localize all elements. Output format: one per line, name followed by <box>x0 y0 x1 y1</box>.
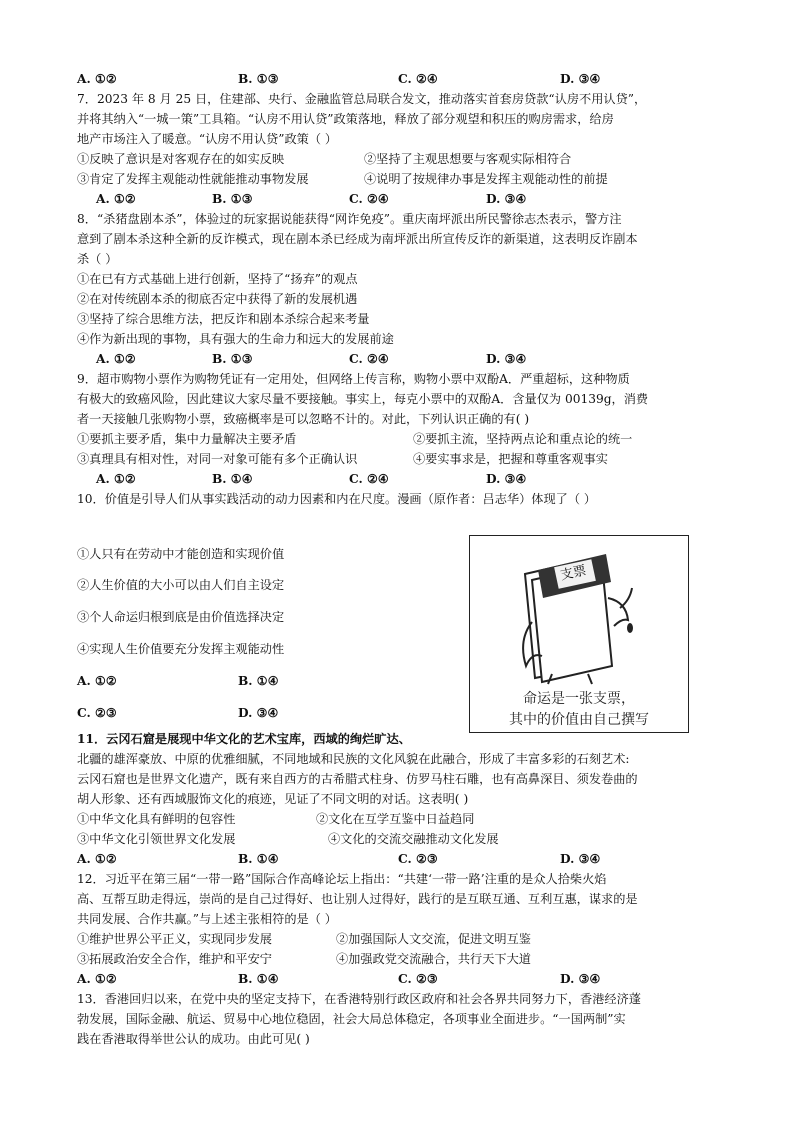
q12-stem-line: 高、互帮互助走得远，崇尚的是自己过得好、也让别人过得好，践行的是互联互通、互利互惠，谋求的是 <box>77 892 638 906</box>
q8-option-b[interactable]: B. ①③ <box>212 352 253 366</box>
q11-stem-line: 云冈石窟也是世界文化遗产，既有来自西方的古希腊式柱身、仿罗马柱石雕，也有高鼻深目、须发卷曲的 <box>77 772 638 786</box>
q9-statement-3: ③真理具有相对性，对同一对象可能有多个正确认识 <box>77 452 358 466</box>
q9-option-a[interactable]: A. ①② <box>96 472 136 486</box>
cheque-figure-illustration <box>470 536 687 686</box>
q13-stem-line: 勃发展，国际金融、航运、贸易中心地位稳固，社会大局总体稳定，各项事业全面进步。“一国两制”实 <box>77 1012 626 1026</box>
q11-stem-line: 11．云冈石窟是展现中华文化的艺术宝库，西域的绚烂旷达、 <box>77 732 411 746</box>
q7-option-a[interactable]: A. ①② <box>96 192 136 206</box>
q8-option-d[interactable]: D. ③④ <box>486 352 527 366</box>
q7-option-d[interactable]: D. ③④ <box>486 192 527 206</box>
cartoon-caption-line-1: 命运是一张支票， <box>523 691 635 707</box>
q10-option-a[interactable]: A. ①② <box>77 674 117 688</box>
q11-option-d[interactable]: D. ③④ <box>560 852 601 866</box>
q7-stem-line: 7．2023 年 8 月 25 日，住建部、央行、金融监管总局联合发文，推动落实首套房贷款“认房不用认贷”， <box>77 92 647 106</box>
cheque-sign-label: 支票 <box>559 563 588 584</box>
q9-option-b[interactable]: B. ①④ <box>212 472 253 486</box>
q10-statement-4: ④实现人生价值要充分发挥主观能动性 <box>77 642 285 656</box>
q9-statement-4: ④要实事求是，把握和尊重客观事实 <box>413 452 608 466</box>
q10-option-b[interactable]: B. ①④ <box>238 674 279 688</box>
q13-stem-line: 践在香港取得举世公认的成功。由此可见( ) <box>77 1032 310 1046</box>
q11-statement-1: ①中华文化具有鲜明的包容性 <box>77 812 236 826</box>
q12-statement-2: ②加强国际人文交流，促进文明互鉴 <box>336 932 531 946</box>
q8-statement-3: ③坚持了综合思维方法，把反诈和剧本杀综合起来考量 <box>77 312 370 326</box>
q12-option-d[interactable]: D. ③④ <box>560 972 601 986</box>
q9-stem-line: 9．超市购物小票作为购物凭证有一定用处，但网络上传言称，购物小票中双酚A．严重超标，这种物质 <box>77 372 630 386</box>
q11-option-b[interactable]: B. ①④ <box>238 852 279 866</box>
q7-statement-4: ④说明了按规律办事是发挥主观能动性的前提 <box>364 172 608 186</box>
q12-statement-4: ④加强政党交流融合，共行天下大道 <box>336 952 531 966</box>
q8-statement-2: ②在对传统剧本杀的彻底否定中获得了新的发展机遇 <box>77 292 358 306</box>
q10-statement-2: ②人生价值的大小可以由人们自主设定 <box>77 578 285 592</box>
q12-statement-3: ③拓展政治安全合作，维护和平安宁 <box>77 952 272 966</box>
q9-option-d[interactable]: D. ③④ <box>486 472 527 486</box>
q9-stem-line: 者一天接触几张购物小票，致癌概率是可以忽略不计的。对此，下列认识正确的有( ) <box>77 412 530 426</box>
q10-option-c[interactable]: C. ②③ <box>77 706 117 720</box>
q10-statement-1: ①人只有在劳动中才能创造和实现价值 <box>77 547 285 561</box>
q8-option-a[interactable]: A. ①② <box>96 352 136 366</box>
q9-option-c[interactable]: C. ②④ <box>349 472 389 486</box>
q8-stem-line: 杀（ ） <box>77 252 118 266</box>
q10-statement-3: ③个人命运归根到底是由价值选择决定 <box>77 610 285 624</box>
q11-statement-4: ④文化的交流交融推动文化发展 <box>328 832 499 846</box>
q12-statement-1: ①维护世界公平正义，实现同步发展 <box>77 932 272 946</box>
q6-option-c[interactable]: C. ②④ <box>398 72 438 86</box>
q11-stem-line: 北疆的雄浑豪放、中原的优雅细腻，不同地域和民族的文化风貌在此融合，形成了丰富多彩的石刻艺术: <box>77 752 630 766</box>
q8-stem-line: 意到了剧本杀这种全新的反诈模式，现在剧本杀已经成为南坪派出所宣传反诈的新渠道，这表明反诈剧本 <box>77 232 638 246</box>
q12-option-c[interactable]: C. ②③ <box>398 972 438 986</box>
q9-statement-2: ②要抓主流，坚持两点论和重点论的统一 <box>413 432 633 446</box>
q8-statement-4: ④作为新出现的事物，具有强大的生命力和远大的发展前途 <box>77 332 394 346</box>
q11-stem-line: 胡人形象、还有西域服饰文化的痕迹，见证了不同文明的对话。这表明( ) <box>77 792 469 806</box>
q6-option-d[interactable]: D. ③④ <box>560 72 601 86</box>
q10-option-d[interactable]: D. ③④ <box>238 706 279 720</box>
q7-option-c[interactable]: C. ②④ <box>349 192 389 206</box>
q7-statement-1: ①反映了意识是对客观存在的如实反映 <box>77 152 285 166</box>
q11-statement-3: ③中华文化引领世界文化发展 <box>77 832 236 846</box>
q7-statement-3: ③肯定了发挥主观能动性就能推动事物发展 <box>77 172 309 186</box>
q12-stem-line: 共同发展、合作共赢。”与上述主张相符的是（ ） <box>77 912 337 926</box>
q7-option-b[interactable]: B. ①③ <box>212 192 253 206</box>
q8-statement-1: ①在已有方式基础上进行创新，坚持了“扬弃”的观点 <box>77 272 358 286</box>
q11-statement-2: ②文化在互学互鉴中日益趋同 <box>316 812 475 826</box>
q8-option-c[interactable]: C. ②④ <box>349 352 389 366</box>
q10-stem-line: 10．价值是引导人们从事实践活动的动力因素和内在尺度。漫画（原作者：吕志华）体现了（ ） <box>77 492 597 506</box>
q13-stem-line: 13．香港回归以来，在党中央的坚定支持下，在香港特别行政区政府和社会各界共同努力下，香港经济蓬 <box>77 992 641 1006</box>
q7-stem-line: 并将其纳入“一城一策”工具箱。“认房不用认贷”政策落地，释放了部分观望和积压的购房需求，给房 <box>77 112 614 126</box>
cartoon-caption-line-2: 其中的价值由自己撰写 <box>509 712 649 728</box>
q9-statement-1: ①要抓主要矛盾，集中力量解决主要矛盾 <box>77 432 297 446</box>
q6-option-b[interactable]: B. ①③ <box>238 72 279 86</box>
q7-statement-2: ②坚持了主观思想要与客观实际相符合 <box>364 152 572 166</box>
q9-stem-line: 有极大的致癌风险，因此建议大家尽量不要接触。事实上，每克小票中的双酚A．含量仅为 00139g，消费 <box>77 392 649 406</box>
q6-option-a[interactable]: A. ①② <box>77 72 117 86</box>
q11-option-c[interactable]: C. ②③ <box>398 852 438 866</box>
q12-option-b[interactable]: B. ①④ <box>238 972 279 986</box>
q10-cartoon <box>469 535 689 733</box>
q12-stem-line: 12．习近平在第三届“一带一路”国际合作高峰论坛上指出：“共建‘一带一路’注重的是众人拾柴火焰 <box>77 872 607 886</box>
q11-option-a[interactable]: A. ①② <box>77 852 117 866</box>
q7-stem-line: 地产市场注入了暖意。“认房不用认贷”政策（ ） <box>77 132 338 146</box>
q8-stem-line: 8．“杀猪盘剧本杀”，体验过的玩家据说能获得“网诈免疫”。重庆南坪派出所民警徐志杰表示，警方注 <box>77 212 622 226</box>
q12-option-a[interactable]: A. ①② <box>77 972 117 986</box>
